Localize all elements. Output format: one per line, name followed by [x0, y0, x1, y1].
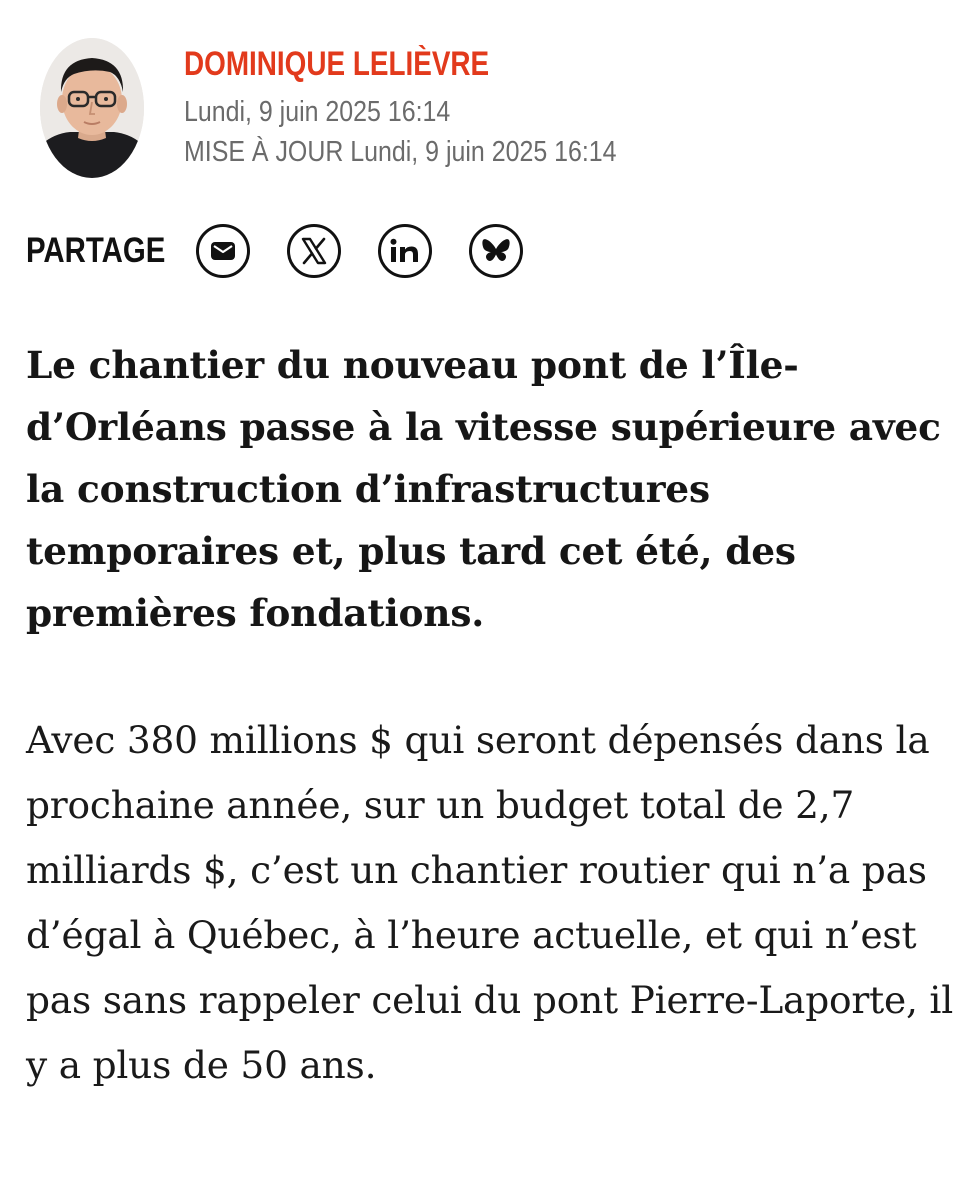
- share-linkedin-button[interactable]: [378, 224, 432, 278]
- linkedin-icon: [389, 238, 421, 264]
- x-icon: [299, 236, 329, 266]
- updated-date: MISE À JOUR Lundi, 9 juin 2025 16:14: [184, 136, 617, 168]
- published-date: Lundi, 9 juin 2025 16:14: [184, 96, 451, 128]
- share-bar: [26, 222, 560, 280]
- article-lead: Le chantier du nouveau pont de l’Île-d’Orléans passe à la vitesse supérieure avec la construction d’infrastructures temporaires et, plus tard cet été, des premières fondations.: [26, 343, 941, 635]
- share-label: PARTAGE: [26, 231, 166, 270]
- author-avatar[interactable]: [40, 38, 144, 178]
- author-byline: [40, 38, 687, 178]
- author-name[interactable]: DOMINIQUE LELIÈVRE: [184, 45, 490, 83]
- share-bluesky-button[interactable]: [469, 224, 523, 278]
- email-icon: [209, 237, 237, 265]
- bluesky-icon: [481, 237, 511, 265]
- article-paragraph: Avec 380 millions $ qui seront dépensés dans la prochaine année, sur un budget total de 2,7 milliards $, c’est un chantier routier qui n’a pas d’égal à Québec, à l’heure actuelle, et qui n’est pas sans rappeler celui du pont Pierre-Laporte, il y a plus de 50 ans.: [26, 718, 954, 1087]
- author-photo: [40, 38, 144, 178]
- share-x-button[interactable]: [287, 224, 341, 278]
- share-email-button[interactable]: [196, 224, 250, 278]
